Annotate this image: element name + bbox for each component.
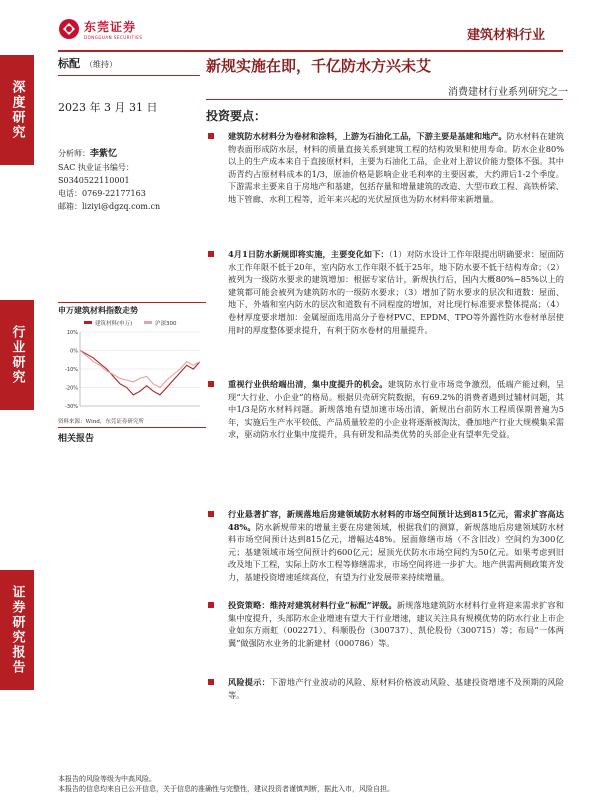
rating-label: 标配 bbox=[58, 57, 80, 70]
chart-title: 申万建筑材料指数走势 bbox=[58, 302, 206, 316]
analyst-info bbox=[58, 147, 203, 213]
company-logo bbox=[58, 18, 142, 40]
info-source-note: 本报告的信息均来自已公开信息，关于信息的准确性与完整性，建议投资者谨慎判断，据此入市，风险自担。 bbox=[58, 785, 394, 793]
analyst-name: 李紫忆 bbox=[90, 149, 118, 159]
logo-en-text: DONGGUAN SECURITIES bbox=[84, 35, 143, 40]
rating-status: （维持） bbox=[85, 60, 117, 69]
rating bbox=[58, 55, 200, 76]
title-divider bbox=[206, 99, 563, 100]
email-address[interactable]: liziyi@dgzq.com.cn bbox=[82, 202, 161, 211]
legend-swatch bbox=[144, 321, 152, 324]
logo-cn-text: 东莞证券 bbox=[84, 20, 137, 34]
legend-label: 建筑材料(申万) bbox=[95, 321, 133, 327]
phone-label: 电话： bbox=[58, 189, 82, 198]
header-divider bbox=[58, 50, 563, 52]
chart-plot bbox=[58, 318, 204, 416]
legend-label: 沪深300 bbox=[155, 321, 177, 327]
legend-swatch bbox=[84, 321, 92, 324]
key-point-3: 重视行业供给端出清，集中度提升的机会。建筑防水行业市场竞争激烈，低端产能过剩，呈现“大行业、小企业”的格局。根据贝壳研究院数据，有69.2%的消费者遇到过辅材问题，其中1/3是防水材料问题。新规落地有望加速市场出清，新规出台前防水工程质保期普遍为5年，实施后生产水平较低、产品质量较差的小企业将逐渐被淘汰，叠加地产行业大规模集采需求，驱动防水行业集中度提升，具有研发和品类优势的头部企业有望率先受益。 bbox=[206, 378, 564, 441]
logo-icon bbox=[58, 18, 80, 40]
sac-number: S0340522110001 bbox=[58, 176, 130, 185]
phone-number: 0769-22177163 bbox=[82, 189, 146, 198]
disclaimer-footer bbox=[58, 774, 563, 794]
report-header bbox=[58, 14, 563, 50]
analyst-name-label: 分析师： bbox=[58, 149, 90, 158]
side-label-industry-research: 行业研究 bbox=[0, 300, 34, 410]
industry-label: 建筑材料行业 bbox=[466, 28, 545, 43]
report-date: 2023 年 3 月 31 日 bbox=[58, 101, 158, 114]
report-series: 消费建材行业系列研究之一 bbox=[448, 87, 568, 98]
related-reports-heading: 相关报告 bbox=[58, 427, 206, 444]
y-tick-label: -20% bbox=[65, 385, 78, 392]
y-tick-label: -10% bbox=[65, 367, 78, 373]
side-label-deep-research: 深度研究 bbox=[0, 55, 34, 165]
key-point-2: 4月1日防水新规即将实施，主要变化如下：（1）对防水设计工作年限提出明确要求：屋面防水工作年限不低于20年，室内防水工作年限不低于25年，地下防水要不低于结构寿命；（2）被列为一级防水要求的建筑增加：根据专家估计，新规执行后，国内大概80%~85%以上的建筑都可能会被列为建筑防水的一级防水要求；（3）增加了防水要求的层次和道数：屋面、地下、外墙和室内防水的层次和道数有不同程度的增加，对比现行标准要求整体提高；（4）卷材厚度要求增加：金属屋面选用高分子卷材PVC、EPDM、TPO等外露性防水卷材单层使用时的厚度整体要求提升，有利于防水卷材的用量提升。 bbox=[206, 248, 564, 336]
key-point-4: 行业悬著扩容，新规落地后房建领域防水材料的市场空间预计达到815亿元，需求扩容高达48%。防水新规带来的增量主要在房建领域，根据我们的测算，新规落地后房建领域防水材料市场空间预计达到815亿元，增幅达48%。屋面修缮市场（不含旧改）空间约为300亿元；基建领域市场空间预计约600亿元；屋顶光伏防水市场空间约为50亿元。如果考虑到旧改及地下工程，实际上防水工程等修缮需求，市场空间将进一步扩大。地产供需两侧政策齐发力，基建投资增速延续高位，有望为行业发展带来持续增量。 bbox=[206, 508, 564, 584]
report-title: 新规实施在即，千亿防水方兴未艾 bbox=[206, 57, 432, 75]
left-column bbox=[58, 55, 200, 211]
key-point-1: 建筑防水材料分为卷材和涂料，上游为石油化工品，下游主要是基建和地产。防水材料在建筑物表面形成防水层，材料的质量直接关系到建筑工程的结构效果和使用寿命。防水企业80%以上的生产成本来自于直接原材料，主要为石油化工品，企业对上游议价能力整体不强。其中沥青约占原材料成本的1/3，原油价格是影响企业毛利率的主要因素，大约滞后1-2个季度。下游需求主要来自于房地产和基建，包括存量和增量建筑的改造、大型市政工程、高铁桥梁、地下管廊、水利工程等，近年来兴起的光伏屋顶也为防水材料带来新增量。 bbox=[206, 130, 564, 206]
y-tick-label: 10% bbox=[66, 330, 78, 336]
main-column bbox=[206, 55, 576, 123]
side-label-securities-report: 证券研究报告 bbox=[0, 570, 34, 690]
risk-level-note: 本报告的风险等级为中高风险。 bbox=[58, 775, 156, 783]
series-line-1 bbox=[80, 351, 200, 395]
email-label: 邮箱： bbox=[58, 202, 82, 211]
key-points-heading: 投资要点： bbox=[206, 109, 267, 123]
chart-source: 资料来源：Wind，东莞证券研究所 bbox=[58, 419, 144, 425]
index-trend-chart bbox=[58, 302, 206, 425]
y-tick-label: -30% bbox=[65, 404, 78, 410]
key-point-5: 投资策略：维持对建筑材料行业“标配”评级。新规落地建筑防水材料行业将迎来需求扩容和集中度提升，头部防水企业增速有望大于行业增速，建议关注具有规模优势的防水行业上市企业如东方雨虹（002271）、科顺股份（300737）、凯伦股份（300715）等；布局“一体两翼”做强防水业务的北新建材（000786）等。 bbox=[206, 599, 564, 649]
sac-label: SAC 执业证书编号： bbox=[58, 163, 134, 172]
key-point-6: 风险提示：下游地产行业波动的风险、原材料价格波动风险、基建投资增速不及预期的风险等。 bbox=[206, 676, 564, 701]
y-tick-label: 0% bbox=[70, 348, 78, 355]
